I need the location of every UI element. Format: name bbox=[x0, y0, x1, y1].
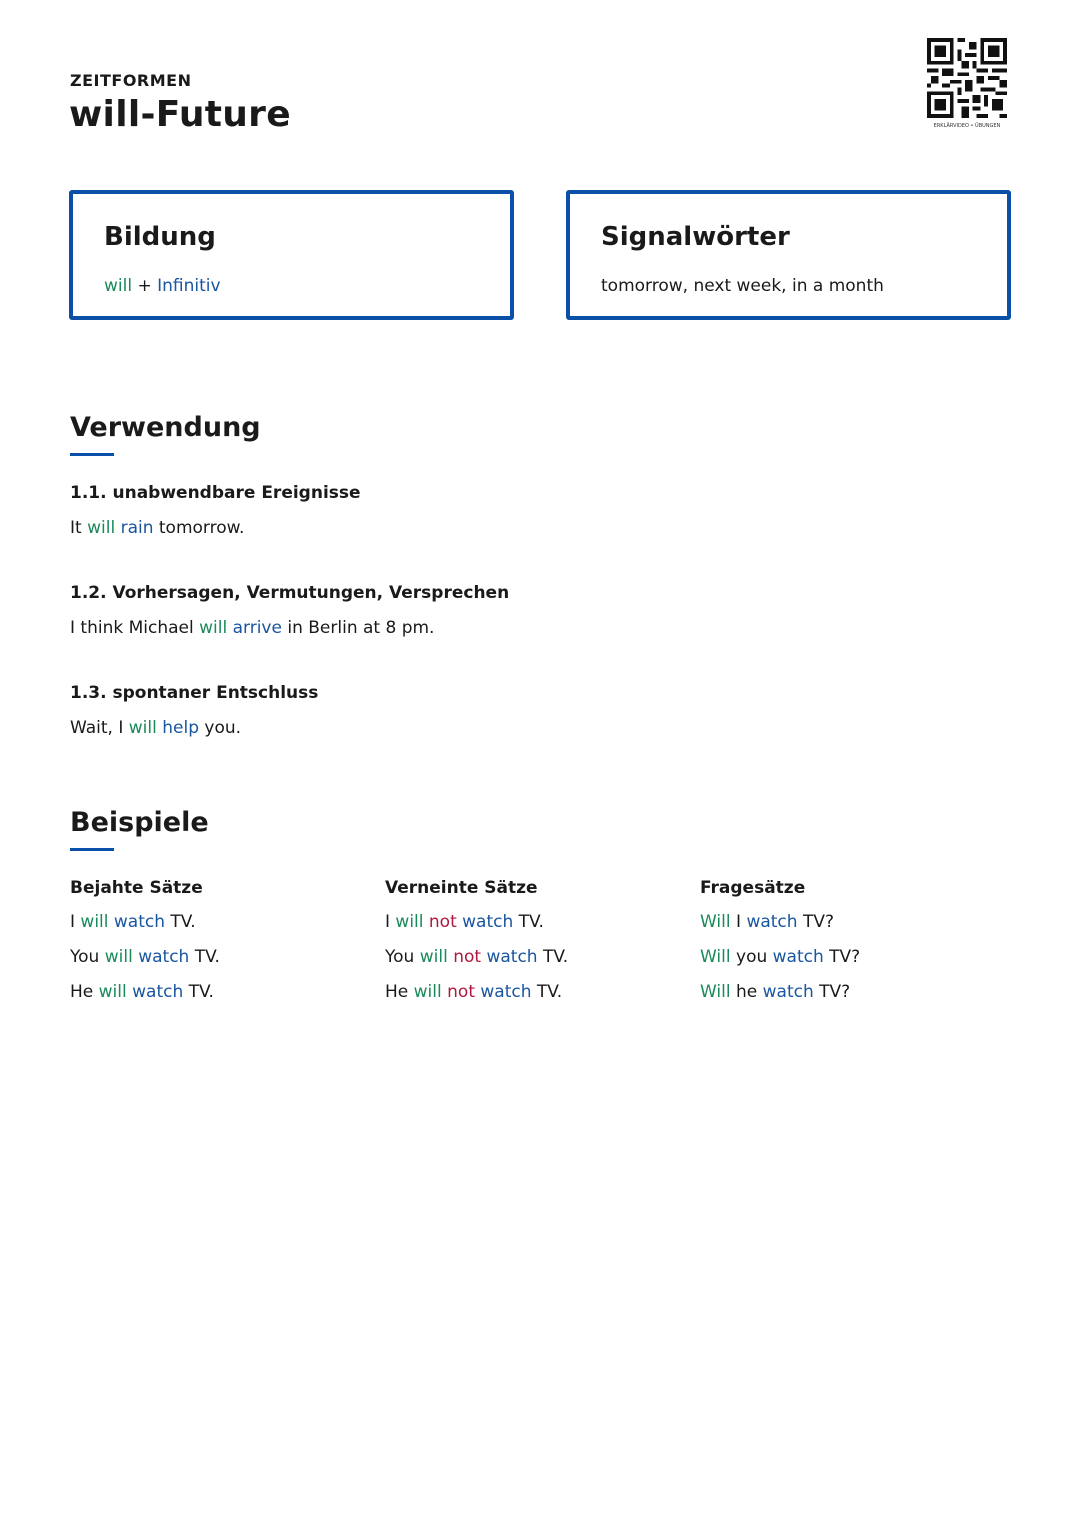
text-segment: rain bbox=[115, 518, 154, 538]
text-segment: watch bbox=[762, 982, 814, 1002]
text-segment: He bbox=[70, 982, 99, 1002]
text-segment: TV? bbox=[823, 947, 861, 967]
text-segment: watch bbox=[474, 982, 532, 1002]
usage-heading: 1.2. Vorhersagen, Vermutungen, Versprechen bbox=[70, 583, 510, 603]
text-segment: I bbox=[70, 912, 81, 932]
example-sentence bbox=[700, 982, 850, 1002]
text-segment: you bbox=[730, 947, 773, 967]
example-sentence bbox=[70, 982, 214, 1002]
heading-underline bbox=[70, 453, 114, 456]
text-segment: TV. bbox=[165, 912, 196, 932]
text-segment: TV. bbox=[513, 912, 544, 932]
text-segment: It bbox=[70, 518, 88, 538]
example-sentence bbox=[385, 982, 562, 1002]
text-segment: TV? bbox=[797, 912, 834, 932]
text-segment: watch bbox=[126, 982, 184, 1002]
example-sentence bbox=[70, 947, 220, 967]
text-segment: watch bbox=[456, 912, 514, 932]
text-segment: you. bbox=[199, 718, 242, 738]
signalwoerter-box bbox=[566, 190, 1011, 320]
text-segment: will bbox=[98, 982, 127, 1002]
example-sentence bbox=[700, 947, 860, 967]
text-segment: help bbox=[156, 718, 199, 738]
example-column-heading: Fragesätze bbox=[700, 878, 806, 898]
example-sentence bbox=[385, 947, 568, 967]
text-segment: will bbox=[128, 718, 157, 738]
text-segment: he bbox=[730, 982, 763, 1002]
bildung-title: Bildung bbox=[104, 222, 216, 252]
signalwoerter-list bbox=[601, 276, 884, 296]
text-segment: You bbox=[70, 947, 105, 967]
text-segment: will bbox=[199, 618, 228, 638]
usage-example bbox=[70, 518, 244, 538]
text-segment: I bbox=[385, 912, 396, 932]
qr-caption: ERKLÄRVIDEO • ÜBUNGEN bbox=[933, 123, 1001, 129]
text-segment: He bbox=[385, 982, 414, 1002]
bildung-box bbox=[69, 190, 514, 320]
text-segment: Will bbox=[700, 947, 731, 967]
heading-underline bbox=[70, 848, 114, 851]
text-segment: TV? bbox=[813, 982, 851, 1002]
text-segment: will bbox=[413, 982, 442, 1002]
page-title: will-Future bbox=[69, 94, 291, 135]
text-segment: watch bbox=[772, 947, 824, 967]
text-segment: watch bbox=[132, 947, 190, 967]
text-segment: will bbox=[80, 912, 109, 932]
text-segment: will bbox=[87, 518, 116, 538]
text-segment: tomorrow. bbox=[153, 518, 245, 538]
text-segment: will bbox=[104, 276, 133, 296]
text-segment: TV. bbox=[537, 947, 569, 967]
example-column-heading: Verneinte Sätze bbox=[385, 878, 538, 898]
example-sentence bbox=[385, 912, 544, 932]
text-segment: Infinitiv bbox=[157, 276, 221, 296]
beispiele-heading: Beispiele bbox=[70, 807, 209, 838]
text-segment: will bbox=[104, 947, 133, 967]
text-segment: will bbox=[395, 912, 424, 932]
text-segment: not bbox=[447, 947, 482, 967]
text-segment: I think Michael bbox=[70, 618, 200, 638]
example-sentence bbox=[700, 912, 834, 932]
usage-heading: 1.3. spontaner Entschluss bbox=[70, 683, 319, 703]
text-segment: will bbox=[419, 947, 448, 967]
text-segment: TV. bbox=[189, 947, 220, 967]
text-segment: I bbox=[730, 912, 747, 932]
text-segment: tomorrow, next week, in a month bbox=[601, 276, 884, 296]
text-segment: Will bbox=[700, 912, 731, 932]
usage-heading: 1.1. unabwendbare Ereignisse bbox=[70, 483, 361, 503]
usage-example bbox=[70, 618, 434, 638]
text-segment: You bbox=[385, 947, 420, 967]
text-segment: in Berlin at 8 pm. bbox=[281, 618, 435, 638]
text-segment: TV. bbox=[531, 982, 563, 1002]
bildung-formula bbox=[104, 276, 221, 296]
qr-code-icon[interactable] bbox=[926, 38, 1008, 118]
example-sentence bbox=[70, 912, 196, 932]
text-segment: watch bbox=[746, 912, 798, 932]
text-segment: TV. bbox=[183, 982, 214, 1002]
text-segment: not bbox=[423, 912, 457, 932]
usage-example bbox=[70, 718, 241, 738]
signalwoerter-title: Signalwörter bbox=[601, 222, 790, 252]
verwendung-heading: Verwendung bbox=[70, 412, 261, 443]
text-segment: not bbox=[441, 982, 475, 1002]
text-segment: arrive bbox=[227, 618, 282, 638]
text-segment: watch bbox=[108, 912, 166, 932]
text-segment: Will bbox=[700, 982, 731, 1002]
text-segment: Wait, I bbox=[70, 718, 129, 738]
category-label: ZEITFORMEN bbox=[70, 71, 192, 90]
example-column-heading: Bejahte Sätze bbox=[70, 878, 203, 898]
text-segment: + bbox=[132, 276, 158, 296]
text-segment: watch bbox=[481, 947, 538, 967]
